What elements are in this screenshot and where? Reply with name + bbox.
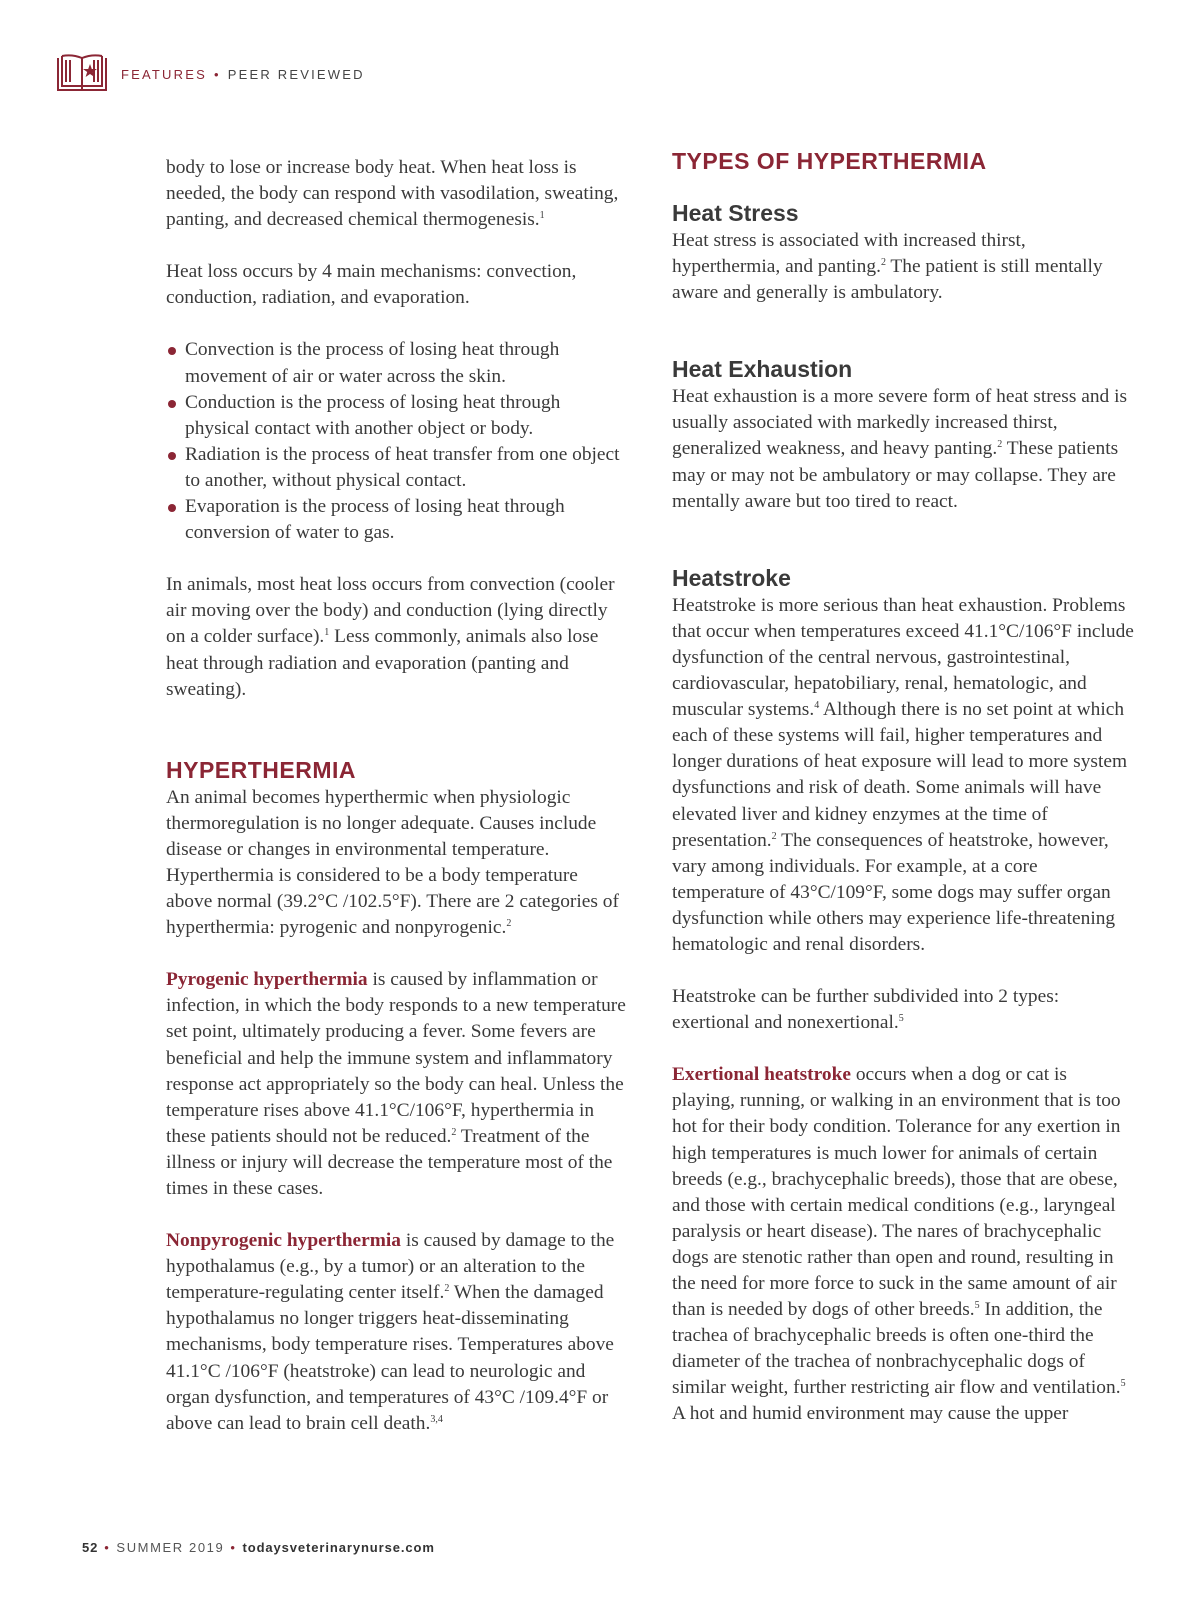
hyperthermia-heading: HYPERTHERMIA <box>166 756 357 783</box>
heat-exhaustion-paragraph: Heat exhaustion is a more severe form of heat stress and is usually associated with markedly increased thirst, generalized weakness, and heavy panting.$^2$ These patients may or may not be ambulatory or may collapse. They are mentally aware but too tired to react. <box>672 386 1127 512</box>
section-label <box>121 67 365 82</box>
website-link[interactable]: todaysveterinarynurse.com <box>242 1540 435 1555</box>
citation: 1 <box>539 210 545 222</box>
page-header <box>56 52 365 96</box>
pyrogenic-term: Pyrogenic hyperthermia <box>166 969 368 991</box>
list-item: Convection is the process of losing heat through movement of air or water across the skin. <box>166 337 626 389</box>
subdivision-paragraph: Heatstroke can be further subdivided into 2 types: exertional and nonexertional.$^5$ <box>672 986 1060 1034</box>
left-column <box>166 155 626 1463</box>
footer-separator: • <box>230 1540 237 1555</box>
section-separator: • <box>213 66 221 82</box>
pyrogenic-paragraph: Pyrogenic hyperthermia is caused by inflammation or infection, in which the body responds to a new temperature set point, ultimately producing a fever. Some fevers are beneficial and help the immune system and inflammatory response act appropriately so the body can heal. Unless the temperature rises above 41.1°C/106°F, hyperthermia in these patients should not be reduced.$^2$ Treatment of the illness or injury will decrease the temperature most of the times in these cases. <box>166 969 626 1199</box>
citation: 5 <box>898 1013 904 1025</box>
citation: 2 <box>880 257 886 269</box>
citation: 2 <box>506 918 512 930</box>
intro-paragraph: body to lose or increase body heat. When heat loss is needed, the body can respond with vasodilation, sweating, panting, and decreased chemical thermogenesis.$^1$ <box>166 157 619 231</box>
exertional-term: Exertional heatstroke <box>672 1064 851 1086</box>
exertional-paragraph: Exertional heatstroke occurs when a dog or cat is playing, running, or walking in an environment that is too hot for their body condition. Tolerance for any exertion in high temperatures is much lower for animals of certain breeds (e.g., brachycephalic breeds), those that are obese, and those with certain medical conditions (e.g., laryngeal paralysis or heart disease). The nares of brachycephalic dogs are stenotic rather than open and round, resulting in the need for more force to suck in the same amount of air than is needed by dogs of other breeds.$^5$ In addition, the trachea of brachycephalic breeds is often one-third the diameter of the trachea of nonbrachycephalic dogs of similar weight, further restricting air flow and ventilation.$^5$ A hot and humid environment may cause the upper <box>672 1064 1126 1425</box>
section-name: FEATURES <box>121 66 207 82</box>
citation: 2 <box>997 439 1003 451</box>
citation: 2 <box>451 1126 457 1138</box>
heat-stress-heading: Heat Stress <box>672 200 799 226</box>
heatstroke-heading: Heatstroke <box>672 564 791 591</box>
mechanisms-list <box>166 337 626 546</box>
citation: 2 <box>444 1283 450 1295</box>
citation: 3,4 <box>430 1413 443 1425</box>
right-column <box>672 146 1134 1454</box>
open-book-star-icon <box>56 52 108 96</box>
heat-exhaustion-heading: Heat Exhaustion <box>672 356 853 383</box>
mechanisms-paragraph: Heat loss occurs by 4 main mechanisms: convection, conduction, radiation, and evaporation. <box>166 261 577 309</box>
citation: 5 <box>1120 1378 1126 1390</box>
animals-paragraph: In animals, most heat loss occurs from convection (cooler air moving over the body) and conduction (lying directly on a colder surface).$^1$ Less commonly, animals also lose heat through radiation and evaporation (panting and sweating). <box>166 574 615 700</box>
citation: 2 <box>771 830 777 842</box>
list-item: Conduction is the process of losing heat through physical contact with another object or body. <box>166 390 626 442</box>
heat-stress-paragraph: Heat stress is associated with increased thirst, hyperthermia, and panting.$^2$ The patient is still mentally aware and generally is ambulatory. <box>672 230 1103 304</box>
list-item: Radiation is the process of heat transfer from one object to another, without physical contact. <box>166 442 626 494</box>
subsection-name: PEER REVIEWED <box>227 66 365 82</box>
page-number: 52 <box>82 1540 99 1555</box>
list-item: Evaporation is the process of losing heat through conversion of water to gas. <box>166 494 626 546</box>
citation: 5 <box>974 1300 980 1312</box>
citation: 4 <box>814 700 820 712</box>
page-footer <box>82 1540 435 1555</box>
types-heading: TYPES OF HYPERTHERMIA <box>672 148 987 174</box>
nonpyrogenic-paragraph: Nonpyrogenic hyperthermia is caused by damage to the hypothalamus (e.g., by a tumor) or an alteration to the temperature-regulating center itself.$^2$ When the damaged hypothalamus no longer triggers heat-disseminating mechanisms, body temperature rises. Temperatures above 41.1°C /106°F (heatstroke) can lead to neurologic and organ dysfunction, and temperatures of 43°C /109.4°F or above can lead to brain cell death.$^{3,4}$ <box>166 1230 615 1434</box>
issue-label: SUMMER 2019 <box>116 1540 225 1555</box>
citation: 1 <box>324 627 330 639</box>
hyperthermia-paragraph: An animal becomes hyperthermic when physiologic thermoregulation is no longer adequate. Causes include disease or changes in environmental temperature. Hyperthermia is considered to be a body temperature above normal (39.2°C /102.5°F). There are 2 categories of hyperthermia: pyrogenic and nonpyrogenic.$^2$ <box>166 786 619 939</box>
heatstroke-paragraph: Heatstroke is more serious than heat exhaustion. Problems that occur when temperatures exceed 41.1°C/106°F include dysfunction of the central nervous, gastrointestinal, cardiovascular, hepatobiliary, renal, hematologic, and muscular systems.$^4$ Although there is no set point at which each of these systems will fail, higher temperatures and longer durations of heat exposure will lead to more system dysfunctions and risk of death. Some animals will have elevated liver and kidney enzymes at the time of presentation.$^2$ The consequences of heatstroke, however, vary among individuals. For example, at a core temperature of 43°C/109°F, some dogs may suffer organ dysfunction while others may experience life-threatening hematologic and renal disorders. <box>672 594 1134 955</box>
footer-separator: • <box>104 1540 111 1555</box>
nonpyrogenic-term: Nonpyrogenic hyperthermia <box>166 1230 402 1252</box>
